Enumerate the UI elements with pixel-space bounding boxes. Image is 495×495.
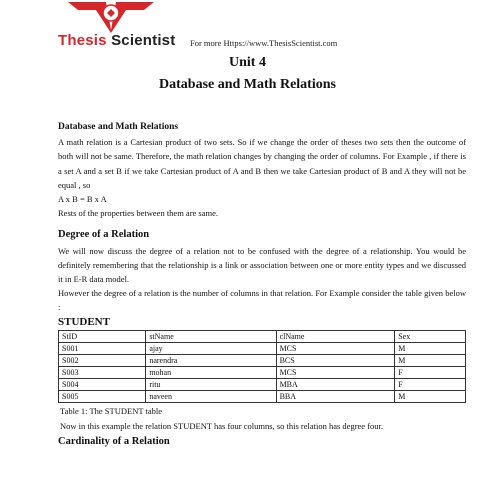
table-title: STUDENT bbox=[58, 315, 110, 328]
document-body bbox=[58, 120, 466, 450]
table-cell: M bbox=[395, 354, 466, 366]
table-cell: ajay bbox=[146, 342, 276, 354]
table-cell: MCS bbox=[276, 342, 395, 354]
paragraph-math-relation: A math relation is a Cartesian product of two sets. So if we change the order of theses two sets then the outcome of both will not be same. Therefore, the math relation changes by changing the order of columns. For Example , if there is a set A and a set B if we take Cartesian product of A and B then we take Cartesian product of B and A they will not be equal , so bbox=[58, 137, 466, 190]
table-caption: Table 1: The STUDENT table bbox=[60, 405, 163, 416]
formula: A x B = B x A bbox=[58, 194, 107, 205]
table-cell: F bbox=[395, 366, 466, 378]
table-cell: narendra bbox=[146, 354, 276, 366]
table-cell: BBA bbox=[276, 390, 395, 402]
unit-heading: Unit 4 bbox=[229, 55, 266, 70]
table-cell: S005 bbox=[59, 390, 146, 402]
section-heading-degree: Degree of a Relation bbox=[58, 229, 150, 241]
page-header bbox=[58, 0, 478, 52]
table-cell: M bbox=[395, 342, 466, 354]
table-row bbox=[59, 378, 466, 390]
table-cell: MBA bbox=[276, 378, 395, 390]
page-title: Database and Math Relations bbox=[159, 77, 336, 92]
table-header-row bbox=[59, 330, 466, 342]
logo-text-prefix: Thesis bbox=[58, 32, 107, 49]
table-header-cell: stName bbox=[146, 330, 276, 342]
table-cell: MCS bbox=[276, 366, 395, 378]
website-link[interactable]: For more Https://www.ThesisScientist.com bbox=[190, 38, 338, 48]
table-cell: F bbox=[395, 378, 466, 390]
logo-text-suffix: Scientist bbox=[106, 32, 176, 49]
table-cell: naveen bbox=[146, 390, 276, 402]
thesis-scientist-logo-icon bbox=[66, 0, 156, 34]
paragraph-degree-columns: However the degree of a relation is the number of columns in that relation. For Example consider the table given below : bbox=[58, 288, 466, 313]
table-cell: ritu bbox=[146, 378, 276, 390]
logo-text bbox=[58, 32, 175, 49]
table-row bbox=[59, 354, 466, 366]
section-heading-math-relations: Database and Math Relations bbox=[58, 122, 179, 132]
paragraph-rest: Rests of the properties between them are same. bbox=[58, 208, 219, 219]
table-row bbox=[59, 366, 466, 378]
table-cell: S002 bbox=[59, 354, 146, 366]
table-cell: BCS bbox=[276, 354, 395, 366]
table-row bbox=[59, 390, 466, 402]
table-note: Now in this example the relation STUDENT has four columns, so this relation has degree four. bbox=[60, 420, 384, 431]
section-heading-cardinality: Cardinality of a Relation bbox=[58, 436, 170, 448]
paragraph-degree: We will now discuss the degree of a relation not to be confused with the degree of a relationship. You would be definitely remembering that the relationship is a link or association between one or more entity types and we discussed it in E-R data model. bbox=[58, 245, 466, 285]
table-row bbox=[59, 342, 466, 354]
table-cell: mohan bbox=[146, 366, 276, 378]
table-header-cell: StID bbox=[59, 330, 146, 342]
table-cell: M bbox=[395, 390, 466, 402]
student-table bbox=[58, 330, 466, 403]
table-header-cell: Sex bbox=[395, 330, 466, 342]
table-cell: S003 bbox=[59, 366, 146, 378]
table-header-cell: clName bbox=[276, 330, 395, 342]
table-cell: S001 bbox=[59, 342, 146, 354]
table-cell: S004 bbox=[59, 378, 146, 390]
